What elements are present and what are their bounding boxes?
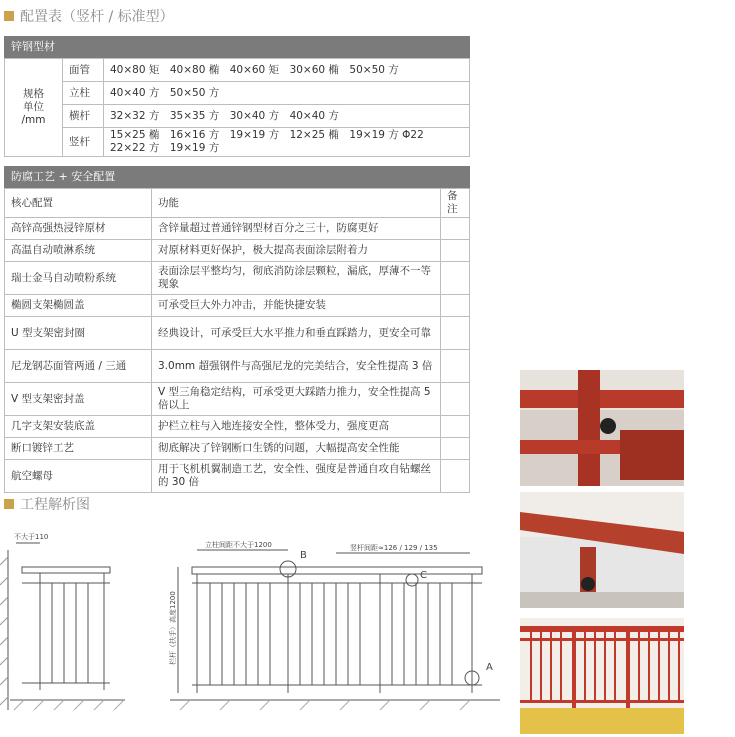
table-row: 尼龙钢芯面管两通 / 三通 3.0mm 超强钢件与高强尼龙的完美结合，安全性提高 3 倍 (5, 350, 470, 383)
square-bullet-icon (4, 499, 14, 509)
handrail-left (22, 567, 110, 573)
label-bar-spacing: 竖杆间距≈126 / 129 / 135 (350, 544, 438, 552)
photo-railing-joint (520, 370, 684, 486)
table-row: 高温自动喷淋系统 对原材料更好保护，极大提高表面涂层附着力 (5, 240, 470, 262)
table-row: 椭圆支架椭圆盖 可承受巨大外力冲击，并能快捷安装 (5, 295, 470, 317)
engineering-drawing (0, 525, 510, 730)
balusters (210, 583, 452, 685)
table-row: 高锌高强热浸锌原材 含锌量超过普通锌钢型材百分之三十，防腐更好 (5, 218, 470, 240)
square-bullet-icon (4, 11, 14, 21)
label-height: 栏杆（扶手）高度1200 (169, 591, 177, 665)
table-row: 规格 单位 /mm 面管 40×80 矩 40×80 椭 40×60 矩 30×60 椭 50×50 方 (5, 59, 470, 82)
table-row: V 型支架密封盖 V 型三角稳定结构，可承受更大踩踏力推力，安全性提高 5 倍以上 (5, 383, 470, 416)
table-row: 横杆 32×32 方 35×35 方 30×40 方 40×40 方 (5, 105, 470, 128)
section-title-config: 配置表（竖杆 / 标准型） (4, 6, 174, 26)
photo-railing-bracket (520, 492, 684, 608)
config-header-bar: 防腐工艺 + 安全配置 (4, 166, 470, 188)
wall-hatch (0, 557, 8, 705)
spec-group-label: 规格 单位 /mm (5, 59, 63, 157)
table-row: 航空螺母 用于飞机机翼制造工艺，安全性、强度是普通自攻自钻螺丝的 30 倍 (5, 460, 470, 493)
handrail-main (192, 567, 482, 574)
marker-c: C (420, 570, 427, 581)
spec-table (4, 58, 470, 157)
table-row: 竖杆 15×25 椭 16×16 方 19×19 方 12×25 椭 19×19 方 Φ22 22×22 方 19×19 方 (5, 128, 470, 157)
label-left-gap: 不大于110 (14, 533, 49, 541)
marker-a: A (486, 662, 493, 673)
section-title-drawing: 工程解析图 (4, 494, 90, 514)
table-row: 几字支架安装底盖 护栏立柱与入地连接安全性，整体受力，强度更高 (5, 416, 470, 438)
table-row: 断口镀锌工艺 彻底解决了锌钢断口生锈的问题，大幅提高安全性能 (5, 438, 470, 460)
table-row: 瑞士金马自动喷粉系统 表面涂层平整均匀，彻底消防涂层颗粒，漏底，厚薄不一等现象 (5, 262, 470, 295)
marker-b: B (300, 550, 307, 561)
spec-cell-multiline: 15×25 椭 16×16 方 19×19 方 12×25 椭 19×19 方 Φ22 22×22 方 19×19 方 (104, 128, 470, 157)
table-row: 立柱 40×40 方 50×50 方 (5, 82, 470, 105)
config-table (4, 188, 470, 493)
spec-header-bar: 锌钢型材 (4, 36, 470, 58)
detail-circle-c (406, 574, 418, 586)
photo-balcony-railing (520, 618, 684, 734)
table-header-row: 核心配置 功能 备注 (5, 189, 470, 218)
label-post-spacing: 立柱间距不大于1200 (205, 541, 272, 549)
table-row: U 型支架密封圈 经典设计，可承受巨大水平推力和垂直踩踏力，更安全可靠 (5, 317, 470, 350)
